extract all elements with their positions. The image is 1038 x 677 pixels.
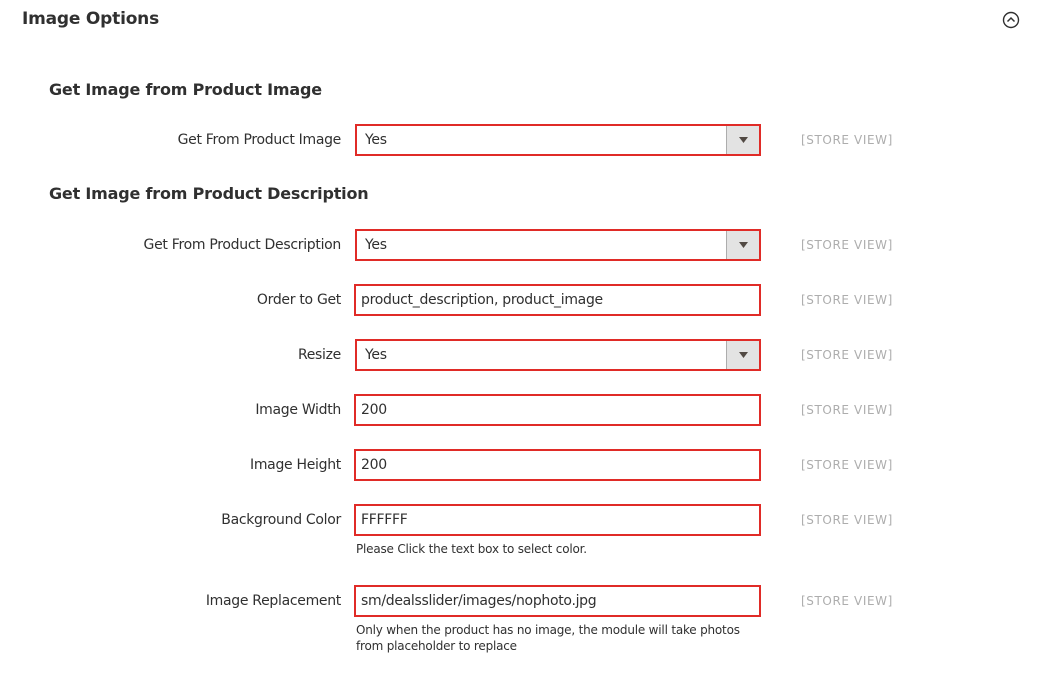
group-title-product-image: Get Image from Product Image: [49, 80, 322, 99]
scope-badge: [STORE VIEW]: [801, 293, 893, 307]
select-get-from-product-image[interactable]: [355, 124, 761, 156]
scope-badge: [STORE VIEW]: [801, 458, 893, 472]
note-line: Only when the product has no image, the module will take photos: [356, 623, 740, 637]
select-get-from-product-description[interactable]: [355, 229, 761, 261]
row-order-to-get: [0, 284, 1038, 318]
section-title: Image Options: [22, 9, 160, 29]
scope-badge: [STORE VIEW]: [801, 594, 893, 608]
select-arrow[interactable]: [726, 341, 759, 369]
caret-down-icon: [739, 352, 748, 358]
label-image-width: Image Width: [255, 402, 341, 418]
row-image-replacement: [0, 585, 1038, 619]
input-value: 200: [361, 402, 387, 418]
section-header[interactable]: [22, 9, 1022, 35]
row-get-from-product-description: [0, 229, 1038, 263]
row-resize: [0, 339, 1038, 373]
input-image-width[interactable]: [354, 394, 761, 426]
scope-badge: [STORE VIEW]: [801, 403, 893, 417]
scope-badge: [STORE VIEW]: [801, 348, 893, 362]
label-image-replacement: Image Replacement: [205, 593, 341, 609]
scope-badge: [STORE VIEW]: [801, 513, 893, 527]
select-arrow[interactable]: [726, 231, 759, 259]
label-image-height: Image Height: [250, 457, 341, 473]
select-value: Yes: [365, 132, 387, 148]
note-background-color: Please Click the text box to select color.: [356, 542, 587, 556]
row-background-color: [0, 504, 1038, 538]
label-background-color: Background Color: [221, 512, 341, 528]
select-resize[interactable]: [355, 339, 761, 371]
input-background-color[interactable]: [354, 504, 761, 536]
input-image-height[interactable]: [354, 449, 761, 481]
caret-down-icon: [739, 242, 748, 248]
row-image-width: [0, 394, 1038, 428]
label-order-to-get: Order to Get: [256, 292, 341, 308]
select-arrow[interactable]: [726, 126, 759, 154]
input-order-to-get[interactable]: [354, 284, 761, 316]
group-title-product-description: Get Image from Product Description: [49, 184, 369, 203]
input-value: 200: [361, 457, 387, 473]
row-get-from-product-image: [0, 124, 1038, 158]
label-resize: Resize: [297, 347, 341, 363]
scope-badge: [STORE VIEW]: [801, 238, 893, 252]
label-get-from-product-description: Get From Product Description: [143, 237, 341, 253]
select-value: Yes: [365, 237, 387, 253]
input-value: product_description, product_image: [361, 292, 603, 308]
select-value: Yes: [365, 347, 387, 363]
chevron-up-circle-icon[interactable]: [1002, 11, 1020, 29]
note-line: from placeholder to replace: [356, 639, 517, 653]
label-get-from-product-image: Get From Product Image: [177, 132, 341, 148]
scope-badge: [STORE VIEW]: [801, 133, 893, 147]
caret-down-icon: [739, 137, 748, 143]
input-value: sm/dealsslider/images/nophoto.jpg: [361, 593, 597, 609]
input-image-replacement[interactable]: [354, 585, 761, 617]
note-image-replacement: [356, 622, 756, 654]
input-value: FFFFFF: [361, 512, 408, 528]
row-image-height: [0, 449, 1038, 483]
